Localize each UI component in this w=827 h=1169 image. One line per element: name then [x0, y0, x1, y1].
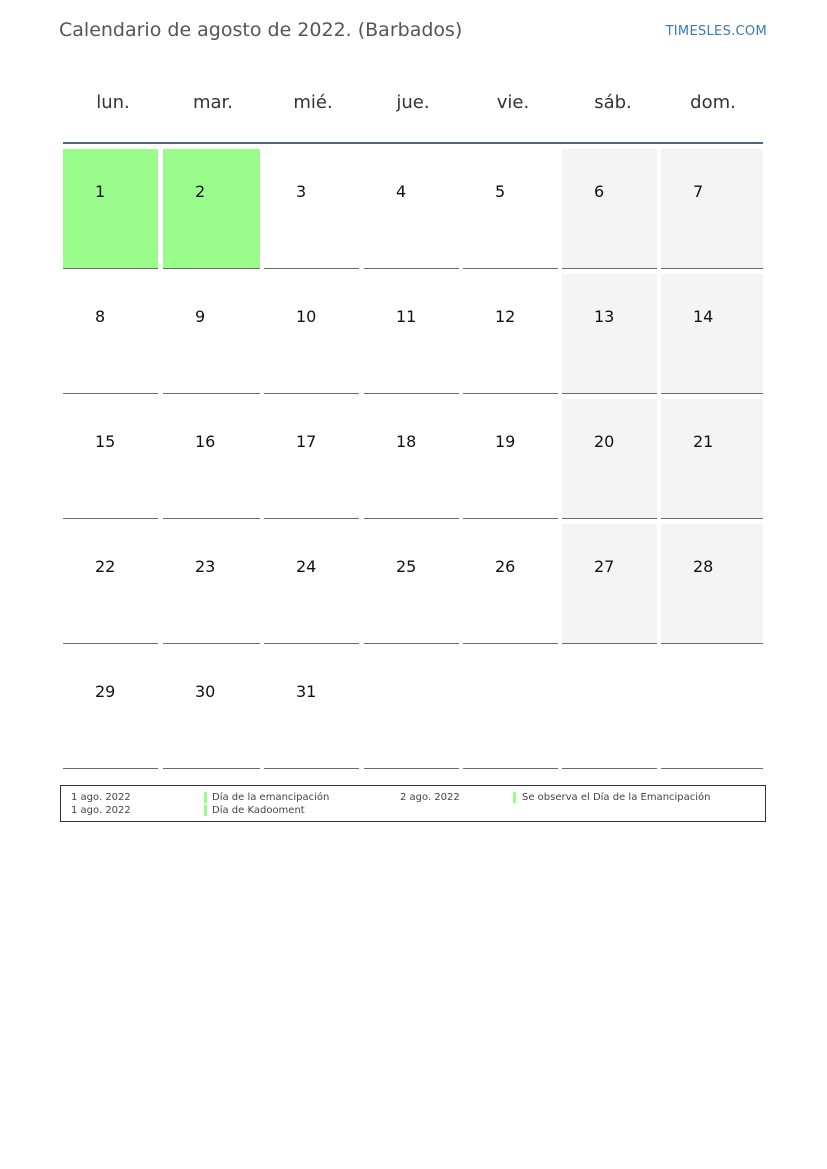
calendar-day-cell — [163, 399, 260, 519]
day-number: 19 — [495, 432, 516, 451]
legend-date: 1 ago. 2022 — [71, 805, 131, 816]
calendar-day-cell — [163, 149, 260, 269]
day-number: 30 — [195, 682, 216, 701]
day-number: 14 — [693, 307, 714, 326]
weekday-label: vie. — [496, 92, 530, 113]
calendar-day-cell — [364, 399, 459, 519]
brand-link[interactable]: TIMESLES.COM — [665, 24, 767, 39]
calendar-day-cell — [264, 149, 359, 269]
calendar-day-cell — [463, 399, 558, 519]
calendar-day-cell — [562, 399, 657, 519]
legend-date: 1 ago. 2022 — [71, 792, 131, 803]
holiday-color-mark — [204, 805, 207, 816]
day-number: 20 — [594, 432, 615, 451]
weekday-label: mié. — [293, 92, 333, 113]
calendar-day-cell — [264, 399, 359, 519]
calendar-day-cell — [562, 149, 657, 269]
day-number: 25 — [396, 557, 417, 576]
calendar-day-cell — [63, 649, 158, 769]
calendar-day-cell — [364, 149, 459, 269]
weekday-label: sáb. — [594, 92, 632, 113]
calendar-day-cell — [463, 524, 558, 644]
day-number: 6 — [594, 182, 605, 201]
legend-date: 2 ago. 2022 — [400, 792, 460, 803]
calendar-day-cell — [63, 149, 158, 269]
day-number: 28 — [693, 557, 714, 576]
calendar-day-cell — [364, 524, 459, 644]
day-number: 16 — [195, 432, 216, 451]
day-number: 22 — [95, 557, 116, 576]
page-title: Calendario de agosto de 2022. (Barbados) — [59, 19, 463, 41]
calendar-day-cell — [264, 274, 359, 394]
day-number: 1 — [95, 182, 106, 201]
day-number: 10 — [296, 307, 317, 326]
day-number: 17 — [296, 432, 317, 451]
day-number: 15 — [95, 432, 116, 451]
calendar-day-cell — [463, 149, 558, 269]
weekday-label: mar. — [192, 92, 234, 113]
legend-holiday-name: Se observa el Día de la Emancipación — [522, 792, 711, 803]
legend-holiday-name: Día de la emancipación — [212, 792, 330, 803]
calendar-empty-cell — [661, 649, 763, 769]
day-number: 7 — [693, 182, 704, 201]
day-number: 9 — [195, 307, 206, 326]
day-number: 5 — [495, 182, 506, 201]
calendar-empty-cell — [463, 649, 558, 769]
day-number: 31 — [296, 682, 317, 701]
day-number: 27 — [594, 557, 615, 576]
day-number: 26 — [495, 557, 516, 576]
holiday-legend — [60, 785, 766, 822]
day-number: 2 — [195, 182, 206, 201]
calendar-day-cell — [163, 274, 260, 394]
day-number: 8 — [95, 307, 106, 326]
day-number: 4 — [396, 182, 407, 201]
calendar-day-cell — [264, 524, 359, 644]
day-number: 11 — [396, 307, 417, 326]
calendar-day-cell — [163, 649, 260, 769]
day-number: 21 — [693, 432, 714, 451]
holiday-color-mark — [513, 792, 516, 803]
day-number: 13 — [594, 307, 615, 326]
calendar-day-cell — [562, 524, 657, 644]
day-number: 12 — [495, 307, 516, 326]
calendar-day-cell — [63, 399, 158, 519]
calendar-day-cell — [463, 274, 558, 394]
day-number: 18 — [396, 432, 417, 451]
calendar-day-cell — [63, 524, 158, 644]
weekday-label: dom. — [690, 92, 736, 113]
calendar-day-cell — [63, 274, 158, 394]
calendar-day-cell — [661, 399, 763, 519]
day-number: 23 — [195, 557, 216, 576]
calendar-day-cell — [163, 524, 260, 644]
calendar-day-cell — [661, 149, 763, 269]
day-number: 29 — [95, 682, 116, 701]
day-number: 24 — [296, 557, 317, 576]
calendar-day-cell — [661, 524, 763, 644]
calendar-day-cell — [661, 274, 763, 394]
header-divider — [63, 142, 763, 144]
weekday-header — [63, 78, 763, 128]
calendar-day-cell — [562, 274, 657, 394]
day-number: 3 — [296, 182, 307, 201]
weekday-label: jue. — [396, 92, 430, 113]
calendar-empty-cell — [364, 649, 459, 769]
weekday-label: lun. — [96, 92, 130, 113]
calendar-day-cell — [264, 649, 359, 769]
calendar-empty-cell — [562, 649, 657, 769]
calendar-day-cell — [364, 274, 459, 394]
holiday-color-mark — [204, 792, 207, 803]
legend-holiday-name: Día de Kadooment — [212, 805, 305, 816]
